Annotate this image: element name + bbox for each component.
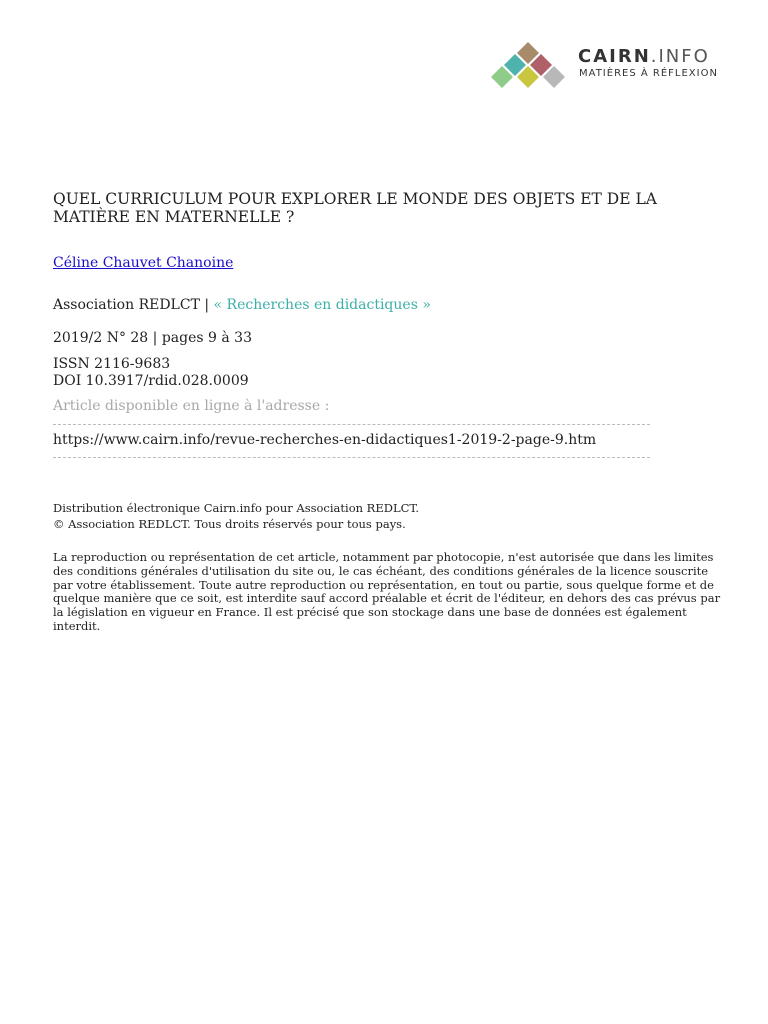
cairn-diamonds-icon (486, 40, 576, 92)
issue-info: 2019/2 N° 28 | pages 9 à 33 (53, 330, 252, 346)
article-url[interactable]: https://www.cairn.info/revue-recherches-en-didactiques1-2019-2-page-9.htm (53, 432, 597, 448)
journal-link[interactable]: « Recherches en didactiques » (213, 297, 431, 313)
url-divider-bottom (53, 457, 650, 458)
available-online-label: Article disponible en ligne à l'adresse : (53, 398, 330, 414)
url-divider-top (53, 424, 650, 425)
legal-notice: La reproduction ou représentation de cet article, notamment par photocopie, n'est autorisée que dans les limites des conditions générales d'utilisation du site ou, le cas échéant, des conditions générales de la licence souscrite par votre établissement. Toute autre reproduction ou représentation, en tout ou partie, sous quelque forme et de quelque manière que ce soit, est interdite sauf accord préalable et écrit de l'éditeur, en dehors des cas prévus par la législation en vigueur en France. Il est précisé que son stockage dans une base de données est également interdit. (53, 550, 721, 633)
doi: DOI 10.3917/rdid.028.0009 (53, 373, 249, 389)
publisher-line (53, 297, 431, 313)
logo-tagline: MATIÈRES À RÉFLEXION (579, 68, 718, 79)
issn: ISSN 2116-9683 (53, 356, 171, 372)
distribution-notice: Distribution électronique Cairn.info pour Association REDLCT. (53, 501, 420, 515)
copyright-notice: © Association REDLCT. Tous droits réservés pour tous pays. (53, 517, 406, 531)
author-link[interactable]: Céline Chauvet Chanoine (53, 255, 234, 271)
identifiers (53, 356, 249, 390)
cairn-logo[interactable] (486, 40, 726, 92)
logo-suffix: .INFO (650, 46, 710, 67)
article-title: QUEL CURRICULUM POUR EXPLORER LE MONDE DES OBJETS ET DE LA MATIÈRE EN MATERNELLE ? (53, 190, 657, 226)
logo-brand: CAIRN (578, 46, 651, 67)
logo-wordmark (578, 46, 710, 67)
publisher-name: Association REDLCT | (53, 297, 210, 313)
